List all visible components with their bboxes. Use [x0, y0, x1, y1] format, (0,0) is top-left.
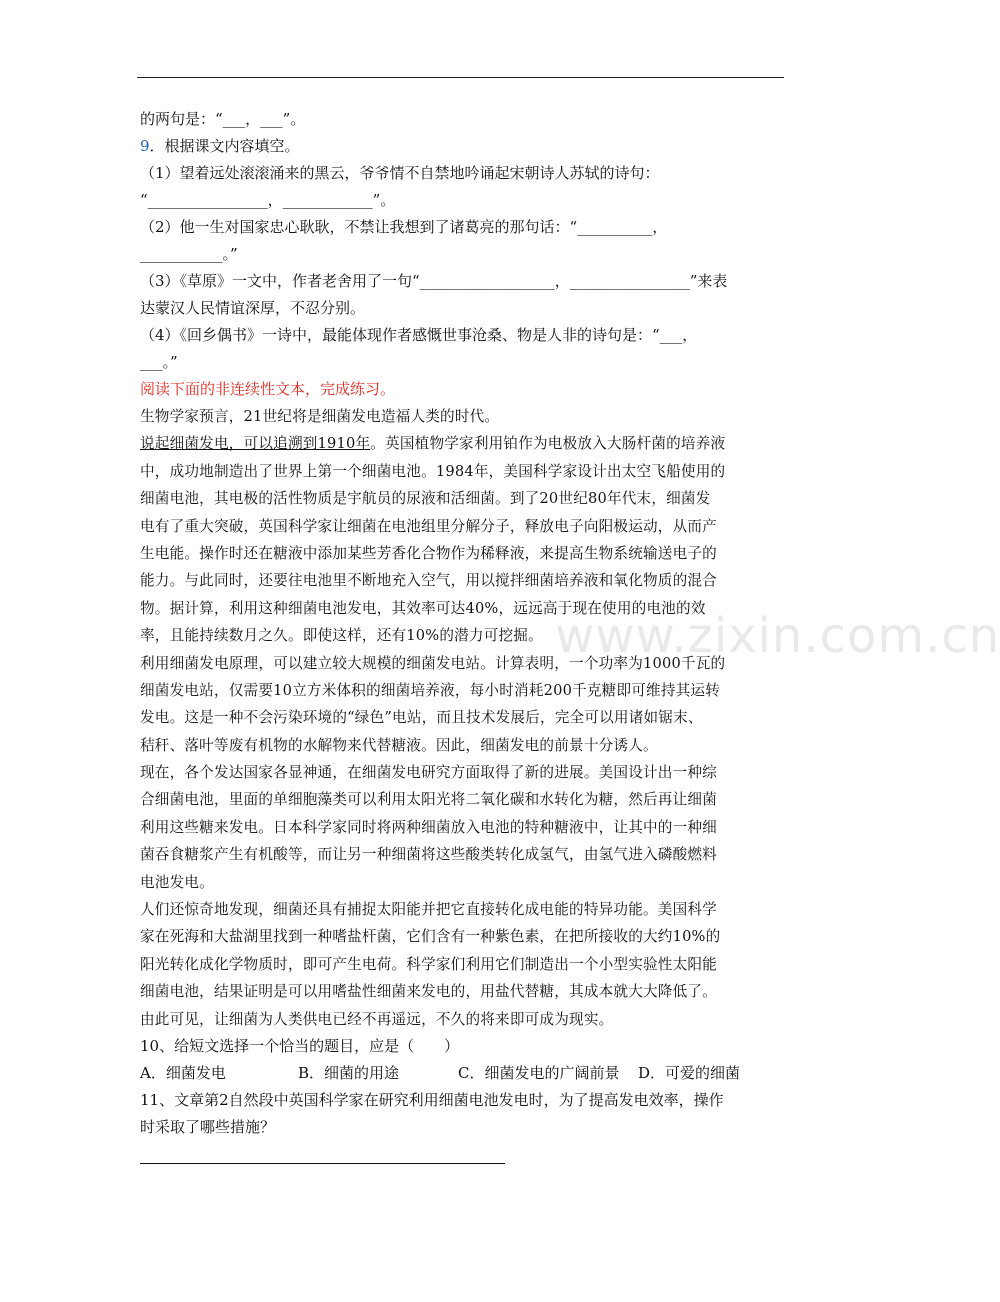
q9-line: “________________，____________”。	[140, 191, 396, 209]
question-11-stem: 时采取了哪些措施？	[140, 1117, 276, 1136]
passage-line: 发电。这是一种不会污染环境的“绿色”电站，而且技术发展后，完全可以用诸如锯末、	[140, 709, 703, 727]
question-11-stem: 11、文章第2自然段中英国科学家在研究利用细菌电池发电时，为了提高发电效率，操作	[140, 1090, 724, 1109]
passage-line: 率，且能持续数月之久。即使这样，还有10%的潜力可挖掘。	[140, 627, 543, 645]
answer-line[interactable]	[140, 1163, 505, 1164]
passage-line: 家在死海和大盐湖里找到一种嗜盐杆菌，它们含有一种紫色素，在把所接收的大约10%的	[140, 928, 721, 946]
q9-line: （2）他一生对国家忠心耿耿，不禁让我想到了诸葛亮的那句话：“__________，	[140, 218, 668, 236]
option-d: D．可爱的细菌	[638, 1063, 741, 1082]
passage-line: 人们还惊奇地发现，细菌还具有捕捉太阳能并把它直接转化成电能的特异功能。美国科学	[140, 901, 717, 919]
reading-passage	[140, 403, 780, 1033]
passage-line: 阳光转化成化学物质时，即可产生电荷。科学家们利用它们制造出一个小型实验性太阳能	[140, 955, 717, 973]
passage-line: 细菌发电站，仅需要10立方米体积的细菌培养液，每小时消耗200千克糖即可维持其运转	[140, 681, 721, 699]
question-10-options	[140, 1060, 780, 1087]
q9-line: （3）《草原》一文中，作者老舍用了一句“__________________，________________”来表	[140, 272, 728, 290]
reading-instruction: 阅读下面的非连续性文本，完成练习。	[140, 380, 396, 398]
passage-line: 中，成功地制造出了世界上第一个细菌电池。1984年，美国科学家设计出太空飞船使用的	[140, 462, 726, 480]
question-number: 9	[140, 137, 150, 155]
passage-line: 说起细菌发电，可以追溯到1910年。英国植物学家利用铂作为电极放入大肠杆菌的培养液	[140, 435, 726, 453]
passage-line: 生电能。操作时还在糖液中添加某些芳香化合物作为稀释液，来提高生物系统输送电子的	[140, 544, 717, 562]
passage-line: 利用这些糖来发电。日本科学家同时将两种细菌放入电池的特种糖液中，让其中的一种细	[140, 818, 717, 836]
passage-line: 合细菌电池，里面的单细胞藻类可以利用太阳光将二氧化碳和水转化为糖，然后再让细菌	[140, 791, 717, 809]
q9-line: 达蒙汉人民情谊深厚，不忍分别。	[140, 299, 366, 317]
passage-line: 菌吞食糖浆产生有机酸等，而让另一种细菌将这些酸类转化成氢气，由氢气进入磷酸燃料	[140, 846, 717, 864]
passage-line: 利用细菌发电原理，可以建立较大规模的细菌发电站。计算表明，一个功率为1000千瓦的	[140, 654, 726, 672]
header-rule	[137, 77, 784, 78]
passage-line: 由此可见，让细菌为人类供电已经不再遥远，不久的将来即可成为现实。	[140, 1010, 614, 1028]
passage-line: 现在，各个发达国家各显神通，在细菌发电研究方面取得了新的进展。美国设计出一种综	[140, 764, 717, 782]
q9-line: （1）望着远处滚滚涌来的黑云，爷爷情不自禁地吟诵起宋朝诗人苏轼的诗句：	[140, 164, 660, 182]
option-c: C．细菌发电的广阔前景	[458, 1063, 620, 1082]
passage-line: 能力。与此同时，还要往电池里不断地充入空气，用以搅拌细菌培养液和氧化物质的混合	[140, 572, 717, 590]
q9-line: ___________。”	[140, 245, 238, 263]
passage-line: 电池发电。	[140, 873, 214, 891]
carry-over-line: 的两句是：“___，___”。	[140, 110, 306, 128]
passage-line: 细菌电池，结果证明是可以用嗜盐性细菌来发电的，用盐代替糖，其成本就大大降低了。	[140, 983, 717, 1001]
passage-line: 电有了重大突破，英国科学家让细菌在电池组里分解分子，释放电子向阳极运动，从而产	[140, 517, 717, 535]
q9-line: ___。”	[140, 353, 178, 371]
question-10-stem: 10、给短文选择一个恰当的题目，应是（ ）	[140, 1036, 460, 1055]
watermark: www.zixin.com.cn	[555, 608, 1000, 664]
passage-line: 物。据计算，利用这种细菌电池发电，其效率可达40%，远远高于现在使用的电池的效	[140, 599, 706, 617]
document-page	[140, 106, 780, 1164]
passage-line: 秸秆、落叶等废有机物的水解物来代替糖液。因此，细菌发电的前景十分诱人。	[140, 736, 658, 754]
option-b: B．细菌的用途	[298, 1063, 400, 1082]
passage-line: 细菌电池，其电极的活性物质是宇航员的尿液和活细菌。到了20世纪80年代末，细菌发	[140, 490, 711, 508]
question-9-title: 9．根据课文内容填空。	[140, 137, 300, 155]
passage-line: 生物学家预言，21世纪将是细菌发电造福人类的时代。	[140, 408, 500, 425]
underlined-sentence: 说起细菌发电，可以追溯到1910年	[140, 435, 371, 453]
q9-line: （4）《回乡偶书》一诗中，最能体现作者感慨世事沧桑、物是人非的诗句是：“___，	[140, 326, 698, 344]
option-a: A．细菌发电	[140, 1063, 226, 1082]
